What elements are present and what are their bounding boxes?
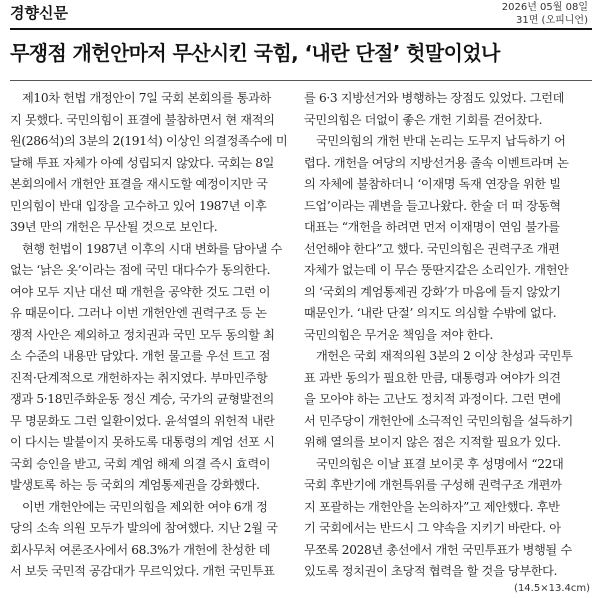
article-text-line: 제10차 헌법 개정안이 7일 국회 본회의를 통과하 bbox=[22, 91, 271, 105]
newspaper-masthead: 경향신문 bbox=[10, 4, 68, 22]
article-text-line: 국민의힘은 무거운 책임을 져야 한다. bbox=[304, 327, 493, 342]
article-headline: 무쟁점 개헌안마저 무산시킨 국힘, ‘내란 단절’ 헛말이었나 bbox=[10, 28, 592, 81]
article-text-line: 39년 만의 개헌은 무산될 것으로 보인다. bbox=[10, 220, 218, 234]
article-text-line: 쟁적 사안은 제외하고 정치권과 국민 모두 동의할 최 bbox=[10, 327, 275, 342]
article-text-line: 이 다시는 발붙이지 못하도록 대통령의 계엄 선포 시 bbox=[10, 435, 275, 449]
article-text-line: 국민의힘은 이날 표결 보이콧 후 성명에서 “22대 bbox=[316, 456, 564, 471]
article-column-left bbox=[10, 88, 295, 583]
article-text-line: 국민의힘은 더없이 좋은 개헌 기회를 걷어찼다. bbox=[304, 112, 543, 127]
article-text-line: 표 과반 동의가 필요한 만큼, 대통령과 여야가 의견 bbox=[304, 370, 561, 385]
article-text-line: 개헌은 국회 재적의원 3분의 2 이상 찬성과 국민투 bbox=[316, 349, 573, 363]
article-text-line: 무쪼록 2028년 총선에서 개헌 국민투표가 병행될 수 bbox=[304, 542, 572, 557]
article-text-line: 회사무처 여론조사에서 68.3%가 개헌에 찬성한 데 bbox=[10, 542, 271, 557]
article-text-line: 무 명문화도 그런 일환이었다. 윤석열의 위헌적 내란 bbox=[10, 413, 275, 428]
article-text-line: 없는 ‘낡은 옷’이라는 점에 국민 대다수가 동의한다. bbox=[10, 263, 271, 277]
article-text-line: 달해 투표 자체가 아예 성립되지 않았다. 국회는 8일 bbox=[10, 155, 275, 170]
article-text-line: 서 민주당이 개헌안에 소극적인 국민의힘을 설득하기 bbox=[304, 413, 573, 428]
article-size-note: (14.5×13.4cm) bbox=[514, 583, 590, 594]
article-text-line: 드업’이라는 궤변을 들고나왔다. 한술 더 떠 장동혁 bbox=[304, 198, 561, 213]
article-text-line: 를 6·3 지방선거와 병행하는 장점도 있었다. 그런데 bbox=[304, 91, 565, 105]
article-text-line: 위해 열의를 보이지 않은 점은 지적할 필요가 있다. bbox=[304, 435, 561, 449]
article-text-line: 유 때문이다. 그러나 이번 개헌안엔 권력구조 등 논 bbox=[10, 306, 267, 320]
article-text-line: 국민의힘의 개헌 반대 논리는 도무지 납득하기 어 bbox=[316, 134, 566, 148]
article-text-line: 대표는 “개헌을 하려면 먼저 이재명이 연임 불가를 bbox=[304, 220, 560, 234]
article-text-line: 민의힘이 반대 입장을 고수하고 있어 1987년 이후 bbox=[10, 198, 267, 213]
publish-date: 2026년 05월 08일 bbox=[501, 2, 588, 13]
article-text-line: 현행 헌법이 1987년 이후의 시대 변화를 담아낼 수 bbox=[22, 241, 282, 256]
article-text-line: 서 보듯 국민적 공감대가 무르익었다. 개헌 국민투표 bbox=[10, 564, 275, 578]
page-section: 31면 (오피니언) bbox=[515, 15, 588, 26]
article-text-line: 렵다. 개헌을 여당의 지방선거용 졸속 이벤트라며 논 bbox=[304, 155, 569, 170]
article-text-line: 진적·단계적으로 개헌하자는 취지였다. 부마민주항 bbox=[10, 370, 268, 385]
article-text-line: 기 국회에서는 반드시 그 약속을 지키기 바란다. 아 bbox=[304, 521, 561, 535]
article-text-line: 국회 승인을 받고, 국회 계엄 해제 의결 즉시 효력이 bbox=[10, 456, 271, 471]
article-text-line: 당의 소속 의원 모두가 발의에 참여했다. 지난 2월 국 bbox=[10, 521, 278, 535]
article-text-line: 지 못했다. 국민의힘이 표결에 불참하면서 현 재적의 bbox=[10, 112, 275, 127]
article-column-right bbox=[304, 88, 592, 583]
article-text-line: 있도록 정치권이 초당적 협력을 할 것을 당부한다. bbox=[304, 564, 558, 578]
article-text-line: 자체가 없는데 이 무슨 뚱딴지같은 소리인가. 개헌안 bbox=[304, 263, 569, 277]
article-text-line: 때문인가. ‘내란 단절’ 의지도 의심할 수밖에 없다. bbox=[304, 306, 557, 320]
article-text-line: 이번 개헌안에는 국민의힘을 제외한 여야 6개 정 bbox=[22, 499, 268, 514]
article-text-line: 을 모아야 하는 고난도 정치적 과정이다. 그런 면에 bbox=[304, 392, 561, 406]
article-text-line: 지 포괄하는 개헌안을 논의하자”고 제안했다. 후반 bbox=[304, 499, 560, 514]
article-text-line: 소 수준의 내용만 담았다. 개헌 물고를 우선 트고 점 bbox=[10, 349, 271, 363]
article-text-line: 원(286석)의 3분의 2(191석) 이상인 의결정족수에 미 bbox=[10, 134, 288, 148]
article-text-line: 의 ‘국회의 계엄통제권 강화’가 마음에 들지 않았기 bbox=[304, 284, 561, 299]
article-text-line: 쟁과 5·18민주화운동 정신 계승, 국가의 균형발전의 bbox=[10, 392, 274, 406]
article-text-line: 선언해야 한다”고 했다. 국민의힘은 권력구조 개편 bbox=[304, 241, 560, 256]
article-text-line: 국회 후반기에 개헌특위를 구성해 권력구조 개편까 bbox=[304, 478, 562, 492]
article-meta bbox=[502, 1, 588, 27]
article-text-line: 본회의에서 개헌안 표결을 재시도할 예정이지만 국 bbox=[10, 177, 268, 191]
article-text-line: 발생토록 하는 등 국회의 계엄통제권을 강화했다. bbox=[10, 478, 260, 492]
article-text-line: 의 자체에 불참하더니 ‘이재명 독재 연장을 위한 빌 bbox=[304, 177, 561, 191]
article-text-line: 여야 모두 지난 대선 때 개헌을 공약한 것도 그런 이 bbox=[10, 284, 271, 299]
